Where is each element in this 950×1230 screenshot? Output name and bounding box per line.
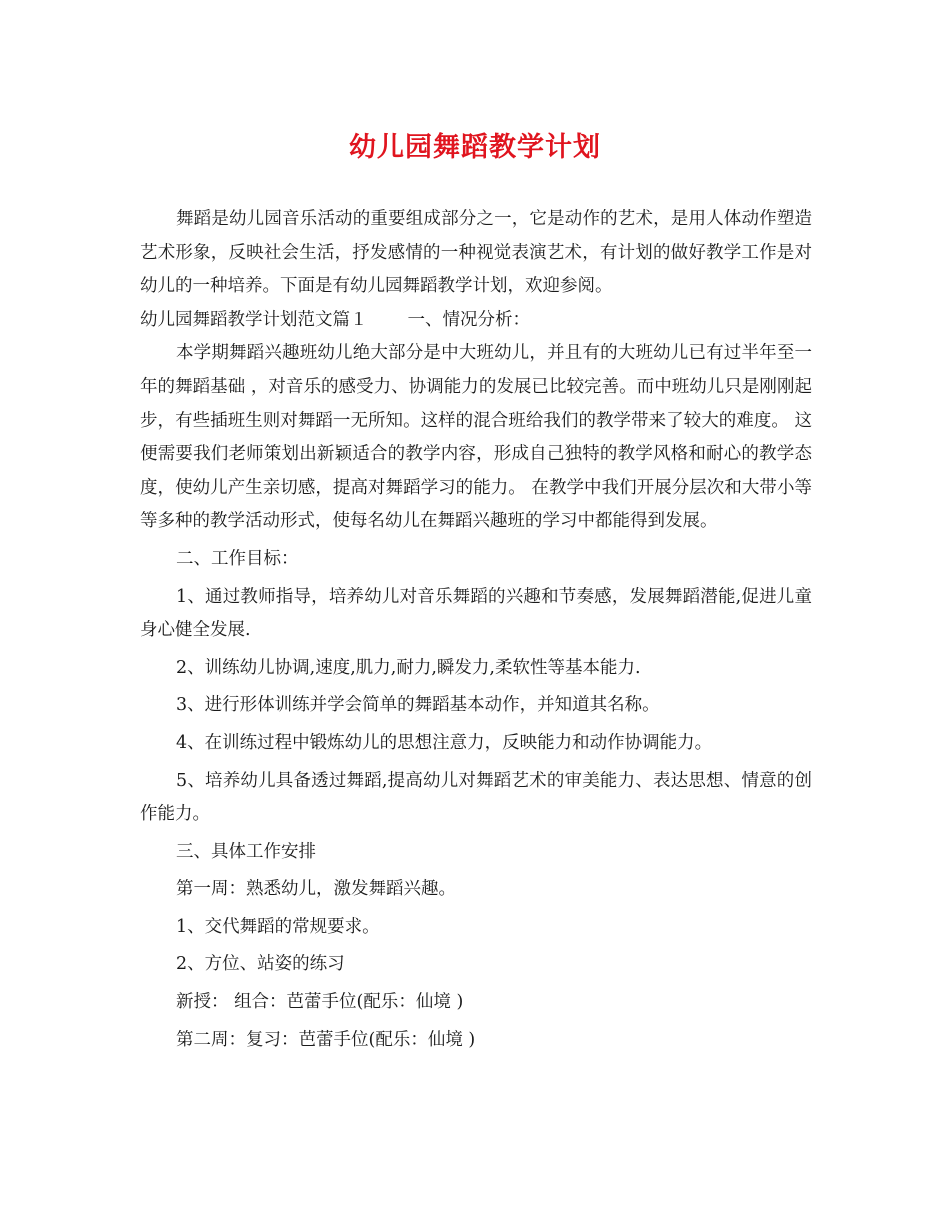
goal-item-1: 1、通过教师指导，培养幼儿对音乐舞蹈的兴趣和节奏感，发展舞蹈潜能,促进儿童身心健全发展. (140, 586, 812, 641)
goal-item-5: 5、培养幼儿具备透过舞蹈,提高幼儿对舞蹈艺术的审美能力、表达思想、情意的创作能力。 (140, 770, 812, 825)
document-title: 幼儿园舞蹈教学计划 (349, 132, 601, 163)
situation-analysis-paragraph: 本学期舞蹈兴趣班幼儿绝大部分是中大班幼儿，并且有的大班幼儿已有过半年至一年的舞蹈基础 ，对音乐的感受力、协调能力的发展已比较完善。而中班幼儿只是刚刚起步，有些插班生则对舞蹈一无所知。这样的混合班给我们的教学带来了较大的难度。 这便需要我们老师策划出新颖适合的教学内容，形成自己独特的教学风格和耐心的教学态度，使幼儿产生亲切感，提高对舞蹈学习的能力。 在教学中我们开展分层次和大带小等等多种的教学活动形式，使每名幼儿在舞蹈兴趣班的学习中都能得到发展。 (140, 343, 812, 532)
week-1-item-1: 1、交代舞蹈的常规要求。 (176, 916, 380, 937)
week-1-heading: 第一周：熟悉幼儿，激发舞蹈兴趣。 (176, 879, 456, 900)
intro-paragraph: 舞蹈是幼儿园音乐活动的重要组成部分之一，它是动作的艺术，是用人体动作塑造艺术形象，反映社会生活，抒发感情的一种视觉表演艺术，有计划的做好教学工作是对幼儿的一种培养。下面是有幼儿园舞蹈教学计划，欢迎参阅。 (140, 209, 812, 297)
work-goals-heading: 二、工作目标： (176, 548, 299, 569)
week-2-heading: 第二周：复习：芭蕾手位(配乐：仙境 ) (176, 1029, 476, 1050)
situation-analysis-heading: 一、情况分析： (407, 309, 530, 330)
week-1-item-2: 2、方位、站姿的练习 (176, 954, 345, 975)
section-heading: 幼儿园舞蹈教学计划范文篇１ (140, 309, 368, 330)
work-arrangement-heading: 三、具体工作安排 (176, 841, 316, 862)
goal-item-3: 3、进行形体训练并学会简单的舞蹈基本动作，并知道其名称。 (176, 695, 660, 716)
week-1-new-lesson: 新授： 组合：芭蕾手位(配乐：仙境 ) (176, 992, 464, 1013)
goal-item-4: 4、在训练过程中锻炼幼儿的思想注意力，反映能力和动作协调能力。 (176, 732, 713, 753)
document-body (140, 203, 812, 1057)
section-heading-line (140, 304, 812, 338)
goal-item-2: 2、训练幼儿协调,速度,肌力,耐力,瞬发力,柔软性等基本能力. (176, 657, 641, 678)
